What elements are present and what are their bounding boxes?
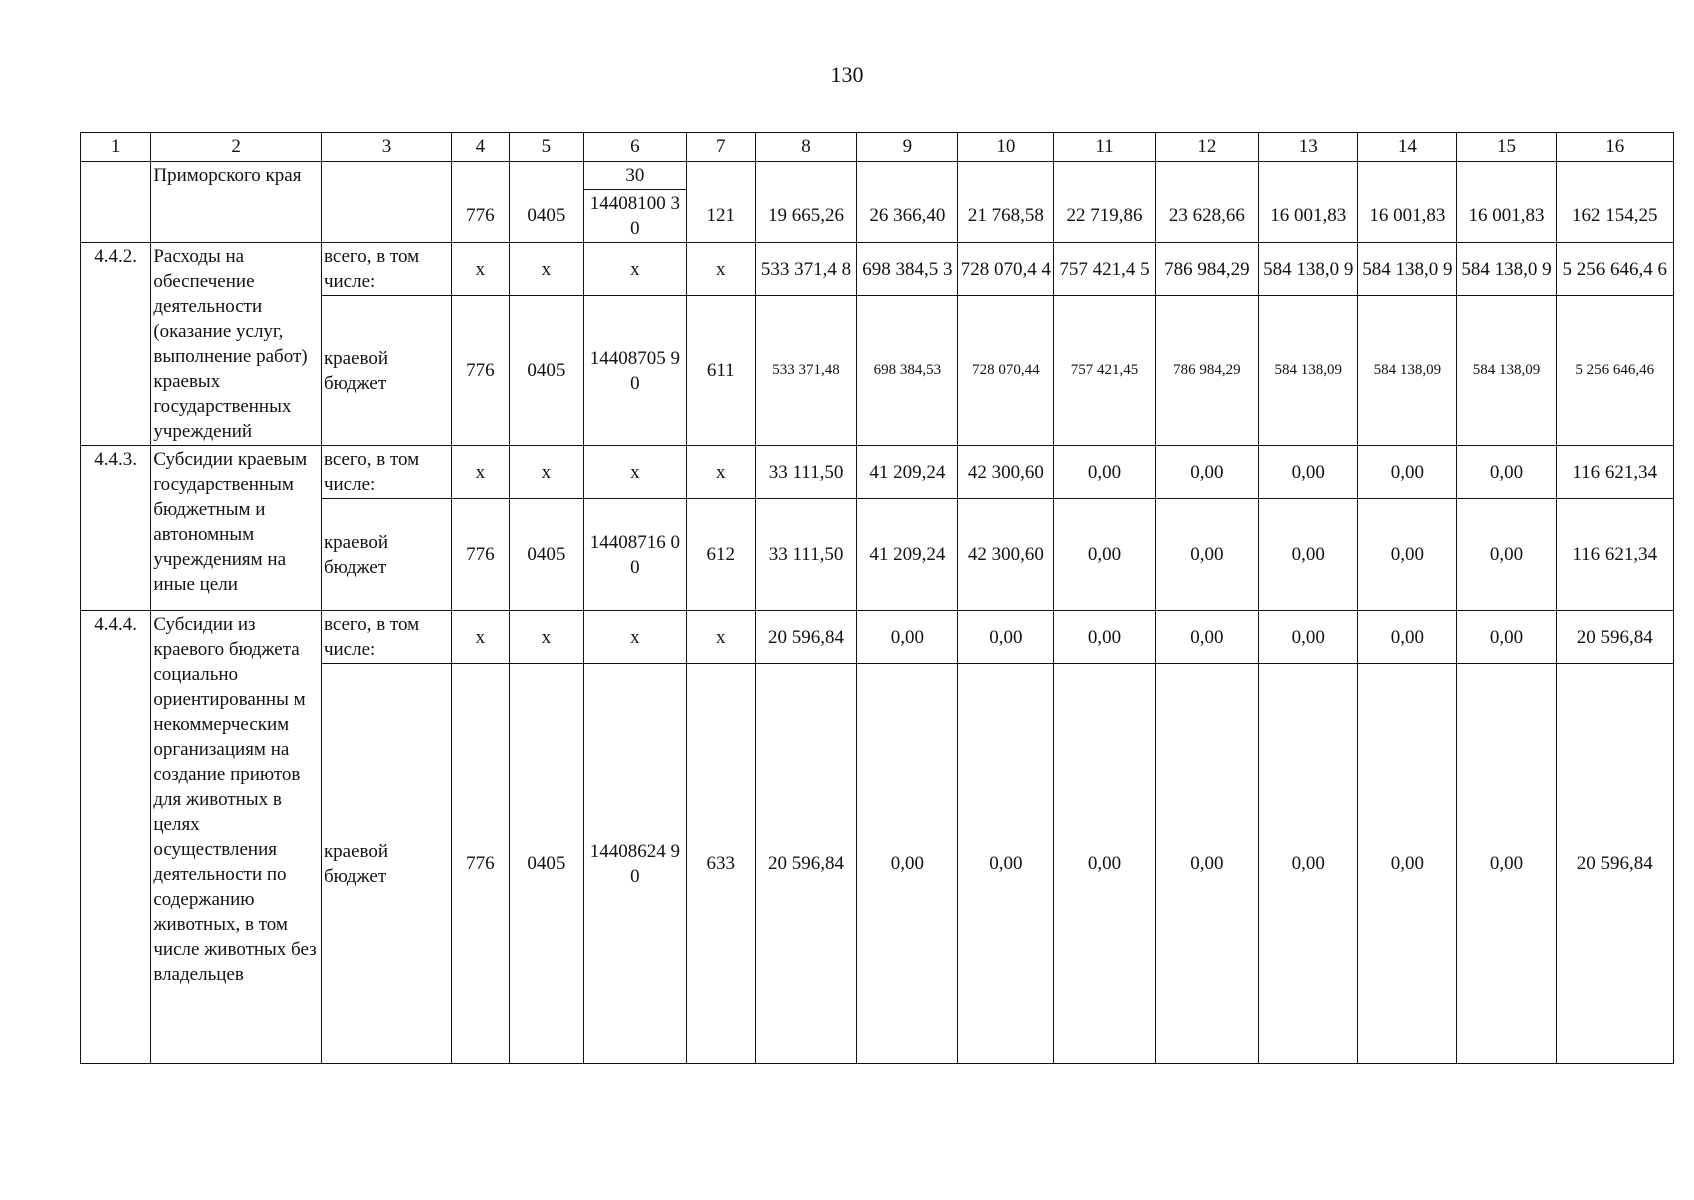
value-cell: 0,00 [857, 664, 958, 1064]
row-name-cell: Расходы на обеспечение деятельности (оказание услуг, выполнение работ) краевых государственных учреждений [151, 243, 322, 446]
value-cell: 19 665,26 [755, 190, 856, 243]
value-cell: 584 138,0 9 [1259, 243, 1358, 296]
column-header: 13 [1259, 133, 1358, 162]
value-cell: 42 300,60 [958, 499, 1054, 611]
value-cell: 0,00 [1358, 499, 1457, 611]
value-cell: 0,00 [1155, 499, 1258, 611]
row-number-cell [81, 162, 151, 243]
value-cell: 728 070,44 [958, 296, 1054, 446]
table-row [81, 446, 1674, 499]
value-cell: 0,00 [1259, 664, 1358, 1064]
kbk-cell: 14408624 90 [584, 664, 686, 1064]
total-label-cell: всего, в том числе: [321, 243, 451, 296]
source-cell [321, 162, 451, 243]
empty-cell [755, 162, 856, 190]
column-header: 6 [584, 133, 686, 162]
value-cell: 26 366,40 [857, 190, 958, 243]
value-cell: 0,00 [1155, 664, 1258, 1064]
value-cell: 0,00 [1457, 664, 1556, 1064]
value-cell: 5 256 646,4 6 [1556, 243, 1673, 296]
column-header: 10 [958, 133, 1054, 162]
column-header: 2 [151, 133, 322, 162]
code-cell: 611 [686, 296, 755, 446]
code-cell: x [509, 243, 584, 296]
value-cell: 0,00 [1358, 664, 1457, 1064]
empty-cell [1556, 162, 1673, 190]
row-name-cell: Приморского края [151, 162, 322, 243]
code-cell: 121 [686, 190, 755, 243]
value-cell: 0,00 [1457, 446, 1556, 499]
column-header: 5 [509, 133, 584, 162]
value-cell: 16 001,83 [1259, 190, 1358, 243]
value-cell: 0,00 [1054, 446, 1155, 499]
row-number-cell: 4.4.2. [81, 243, 151, 446]
code-cell: x [452, 611, 510, 664]
budget-label-cell: краевой бюджет [321, 664, 451, 1064]
code-cell: 0405 [509, 664, 584, 1064]
value-cell: 584 138,0 9 [1358, 243, 1457, 296]
code-cell: 0405 [509, 190, 584, 243]
column-header: 8 [755, 133, 856, 162]
header-row [81, 133, 1674, 162]
column-header: 4 [452, 133, 510, 162]
value-cell: 786 984,29 [1155, 243, 1258, 296]
kbk-cell: 30 [584, 162, 686, 190]
budget-label-cell: краевой бюджет [321, 296, 451, 446]
column-header: 15 [1457, 133, 1556, 162]
value-cell: 0,00 [1358, 446, 1457, 499]
row-name-cell: Субсидии из краевого бюджета социально ориентированны м некоммерческим организациям на создание приютов для животных в целях осуществления деятельности по содержанию животных, в том числе животных без владельцев [151, 611, 322, 1064]
value-cell: 41 209,24 [857, 499, 958, 611]
column-header: 12 [1155, 133, 1258, 162]
table-row [81, 162, 1674, 190]
value-cell: 41 209,24 [857, 446, 958, 499]
value-cell: 0,00 [1155, 446, 1258, 499]
code-cell: x [584, 446, 686, 499]
column-header: 16 [1556, 133, 1673, 162]
value-cell: 0,00 [1054, 499, 1155, 611]
total-label-cell: всего, в том числе: [321, 611, 451, 664]
value-cell: 21 768,58 [958, 190, 1054, 243]
value-cell: 533 371,48 [755, 296, 856, 446]
value-cell: 584 138,09 [1457, 296, 1556, 446]
value-cell: 698 384,5 3 [857, 243, 958, 296]
table-row [81, 243, 1674, 296]
value-cell: 162 154,25 [1556, 190, 1673, 243]
value-cell: 0,00 [1457, 611, 1556, 664]
code-cell: 0405 [509, 296, 584, 446]
value-cell: 0,00 [958, 611, 1054, 664]
code-cell: x [584, 611, 686, 664]
code-cell: x [584, 243, 686, 296]
value-cell: 42 300,60 [958, 446, 1054, 499]
column-header: 3 [321, 133, 451, 162]
value-cell: 33 111,50 [755, 446, 856, 499]
row-name-cell: Субсидии краевым государственным бюджетным и автономным учреждениям на иные цели [151, 446, 322, 611]
value-cell: 0,00 [1259, 499, 1358, 611]
value-cell: 757 421,4 5 [1054, 243, 1155, 296]
code-cell: 0405 [509, 499, 584, 611]
budget-table [80, 132, 1674, 1064]
value-cell: 20 596,84 [755, 611, 856, 664]
value-cell: 0,00 [1054, 664, 1155, 1064]
value-cell: 584 138,0 9 [1457, 243, 1556, 296]
value-cell: 0,00 [1155, 611, 1258, 664]
column-header: 9 [857, 133, 958, 162]
budget-label-cell: краевой бюджет [321, 499, 451, 611]
value-cell: 116 621,34 [1556, 499, 1673, 611]
value-cell: 23 628,66 [1155, 190, 1258, 243]
value-cell: 0,00 [1054, 611, 1155, 664]
value-cell: 0,00 [1457, 499, 1556, 611]
empty-cell [958, 162, 1054, 190]
empty-cell [1358, 162, 1457, 190]
value-cell: 757 421,45 [1054, 296, 1155, 446]
value-cell: 33 111,50 [755, 499, 856, 611]
empty-cell [686, 162, 755, 190]
value-cell: 533 371,4 8 [755, 243, 856, 296]
empty-cell [1155, 162, 1258, 190]
empty-cell [452, 162, 510, 190]
value-cell: 786 984,29 [1155, 296, 1258, 446]
code-cell: x [452, 446, 510, 499]
code-cell: x [686, 243, 755, 296]
empty-cell [1054, 162, 1155, 190]
value-cell: 0,00 [1358, 611, 1457, 664]
value-cell: 16 001,83 [1457, 190, 1556, 243]
empty-cell [509, 162, 584, 190]
code-cell: 776 [452, 190, 510, 243]
value-cell: 698 384,53 [857, 296, 958, 446]
column-header: 11 [1054, 133, 1155, 162]
value-cell: 16 001,83 [1358, 190, 1457, 243]
empty-cell [857, 162, 958, 190]
code-cell: 776 [452, 499, 510, 611]
value-cell: 0,00 [958, 664, 1054, 1064]
kbk-cell: 14408705 90 [584, 296, 686, 446]
column-header: 14 [1358, 133, 1457, 162]
value-cell: 20 596,84 [1556, 664, 1673, 1064]
column-header: 1 [81, 133, 151, 162]
total-label-cell: всего, в том числе: [321, 446, 451, 499]
kbk-cell: 14408716 00 [584, 499, 686, 611]
value-cell: 20 596,84 [1556, 611, 1673, 664]
value-cell: 5 256 646,46 [1556, 296, 1673, 446]
value-cell: 20 596,84 [755, 664, 856, 1064]
code-cell: x [509, 611, 584, 664]
empty-cell [1259, 162, 1358, 190]
code-cell: x [509, 446, 584, 499]
code-cell: x [686, 611, 755, 664]
value-cell: 0,00 [1259, 446, 1358, 499]
empty-cell [1457, 162, 1556, 190]
value-cell: 0,00 [857, 611, 958, 664]
code-cell: 612 [686, 499, 755, 611]
row-number-cell: 4.4.4. [81, 611, 151, 1064]
value-cell: 116 621,34 [1556, 446, 1673, 499]
page-number: 130 [830, 62, 864, 87]
value-cell: 584 138,09 [1259, 296, 1358, 446]
row-number-cell: 4.4.3. [81, 446, 151, 611]
value-cell: 0,00 [1259, 611, 1358, 664]
value-cell: 22 719,86 [1054, 190, 1155, 243]
value-cell: 728 070,4 4 [958, 243, 1054, 296]
column-header: 7 [686, 133, 755, 162]
code-cell: 633 [686, 664, 755, 1064]
value-cell: 584 138,09 [1358, 296, 1457, 446]
kbk-cell: 14408100 30 [584, 190, 686, 243]
code-cell: x [686, 446, 755, 499]
table-row [81, 611, 1674, 664]
code-cell: 776 [452, 296, 510, 446]
code-cell: x [452, 243, 510, 296]
code-cell: 776 [452, 664, 510, 1064]
